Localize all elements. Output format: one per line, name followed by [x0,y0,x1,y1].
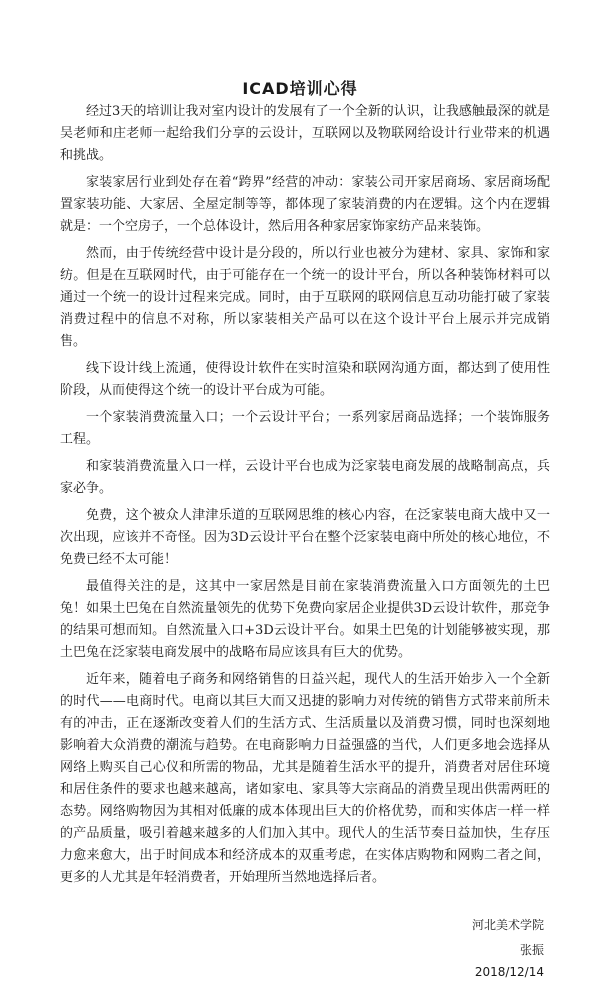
paragraph: 经过3天的培训让我对室内设计的发展有了一个全新的认识，让我感触最深的就是吴老师和庄老师一起给我们分享的云设计，互联网以及物联网给设计行业带来的机遇和挑战。 [60,104,550,163]
signature-date: 2018/12/14 [474,965,544,979]
paragraph: 线下设计线上流通，使得设计软件在实时渲染和联网沟通方面，都达到了使用性阶段，从而使得这个统一的设计平台成为可能。 [60,361,550,398]
paragraph: 一个家装消费流量入口；一个云设计平台；一系列家居商品选择；一个装饰服务工程。 [60,410,550,447]
paragraph: 近年来，随着电子商务和网络销售的日益兴起，现代人的生活开始步入一个全新的时代——电商时代。电商以其巨大而又迅捷的影响力对传统的销售方式带来前所未有的冲击，正在逐渐改变着人们的生活方式、生活质量以及消费习惯，同时也深刻地影响着大众消费的潮流与趋势。在电商影响力日益强盛的当代，人们更多地会选择从网络上购买自己心仪和所需的物品，尤其是随着生活水平的提升，消费者对居住环境和居住条件的要求也越来越高，诸如家电、家具等大宗商品的消费呈现出供需两旺的态势。网络购物因为其相对低廉的成本体现出巨大的价格优势，而和实体店一样一样的产品质量，吸引着越来越多的人们加入其中。现代人的生活节奏日益加快，生存压力愈来愈大，出于时间成本和经济成本的双重考虑，在实体店购物和网购二者之间，更多的人尤其是年轻消费者，开始理所当然地选择后者。 [60,672,550,885]
paragraph: 家装家居行业到处存在着“跨界”经营的冲动：家装公司开家居商场、家居商场配置家装功能、大家居、全屋定制等等，都体现了家装消费的内在逻辑。这个内在逻辑就是：一个空房子，一个总体设计，然后用各种家居家饰家纺产品来装饰。 [60,175,550,234]
document-title: ICAD培训心得 [242,79,358,98]
signature-name: 张振 [519,943,544,957]
paragraph: 然而，由于传统经营中设计是分段的，所以行业也被分为建材、家具、家饰和家纺。但是在互联网时代，由于可能存在一个统一的设计平台，所以各种装饰材料可以通过一个统一的设计过程来完成。同时，由于互联网的联网信息互动功能打破了家装消费过程中的信息不对称，所以家装相关产品可以在这个设计平台上展示并完成销售。 [60,246,550,349]
paragraph: 免费，这个被众人津津乐道的互联网思维的核心内容，在泛家装电商大战中又一次出现，应该并不奇怪。因为3D云设计平台在整个泛家装电商中所处的核心地位，不免费已经不太可能！ [60,508,550,567]
document-body [60,101,550,894]
signature-institution: 河北美术学院 [471,918,544,932]
paragraph: 和家装消费流量入口一样，云设计平台也成为泛家装电商发展的战略制高点，兵家必争。 [60,459,550,496]
paragraph: 最值得关注的是，这其中一家居然是目前在家装消费流量入口方面领先的土巴兔！如果土巴兔在自然流量领先的优势下免费向家居企业提供3D云设计软件，那竞争的结果可想而知。自然流量入口+3D云设计平台。如果土巴兔的计划能够被实现，那土巴兔在泛家装电商发展中的战略布局应该具有巨大的优势。 [60,579,550,660]
